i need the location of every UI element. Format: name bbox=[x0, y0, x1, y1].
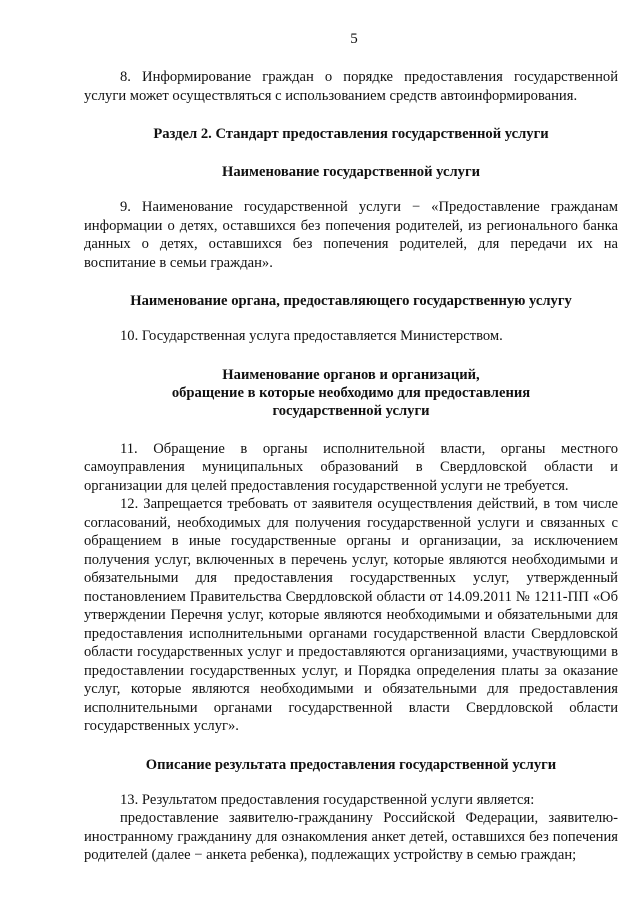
document-page bbox=[84, 30, 618, 865]
organizations-heading-line-2: обращение в которые необходимо для предоставления bbox=[171, 384, 531, 401]
organizations-heading-line-3: государственной услуги bbox=[272, 402, 430, 419]
paragraph-13-item: предоставление заявителю-гражданину Российской Федерации, заявителю-иностранному гражданину для ознакомления анкет детей, оставшихся без попечения родителей (далее − анкета ребенка), подлежащих устройству в семью граждан; bbox=[84, 810, 618, 863]
paragraph-13: 13. Результатом предоставления государственной услуги является: bbox=[120, 791, 535, 808]
paragraph-9: 9. Наименование государственной услуги − «Предоставление гражданам информации о детях, оставшихся без попечения родителей, из регионального банка данных о детях, оставшихся без попечения родителей, для передачи их на воспитание в семьи граждан». bbox=[84, 199, 618, 271]
result-heading: Описание результата предоставления государственной услуги bbox=[145, 756, 557, 773]
authority-heading: Наименование органа, предоставляющего государственную услугу bbox=[130, 293, 572, 309]
paragraph-10: 10. Государственная услуга предоставляется Министерством. bbox=[120, 328, 503, 344]
section-2-heading: Раздел 2. Стандарт предоставления государственной услуги bbox=[153, 126, 549, 142]
service-name-heading: Наименование государственной услуги bbox=[222, 164, 480, 180]
paragraph-12: 12. Запрещается требовать от заявителя осуществления действий, в том числе согласований, необходимых для получения государственной услуги и связанных с обращением в иные государственные органы и организации, за исключением получения услуг, включенных в перечень услуг, которые являются необходимыми и обязательными для предоставления государственных услуг, утвержденный постановлением Правительства Свердловской области от 14.09.2011 № 1211-ПП «Об утверждении Перечня услуг, которые являются необходимыми и обязательными для предоставления исполнительными органами государственной власти Свердловской области государственных услуг и предоставляются организациями, участвующими в предоставлении государственных услуг, и Порядка определения платы за оказание услуг, которые являются необходимыми и обязательными для предоставления исполнительными органами государственной власти Свердловской области государственных услуг». bbox=[84, 496, 618, 734]
page-number: 5 bbox=[350, 31, 358, 47]
organizations-heading bbox=[84, 366, 618, 420]
paragraph-8: 8. Информирование граждан о порядке предоставления государственной услуги может осуществляться с использованием средств автоинформирования. bbox=[84, 69, 618, 104]
paragraph-11: 11. Обращение в органы исполнительной власти, органы местного самоуправления муниципальных образований в Свердловской области и организации для целей предоставления государственной услуги не требуется. bbox=[84, 440, 618, 494]
organizations-heading-line-1: Наименование органов и организаций, bbox=[222, 366, 480, 383]
